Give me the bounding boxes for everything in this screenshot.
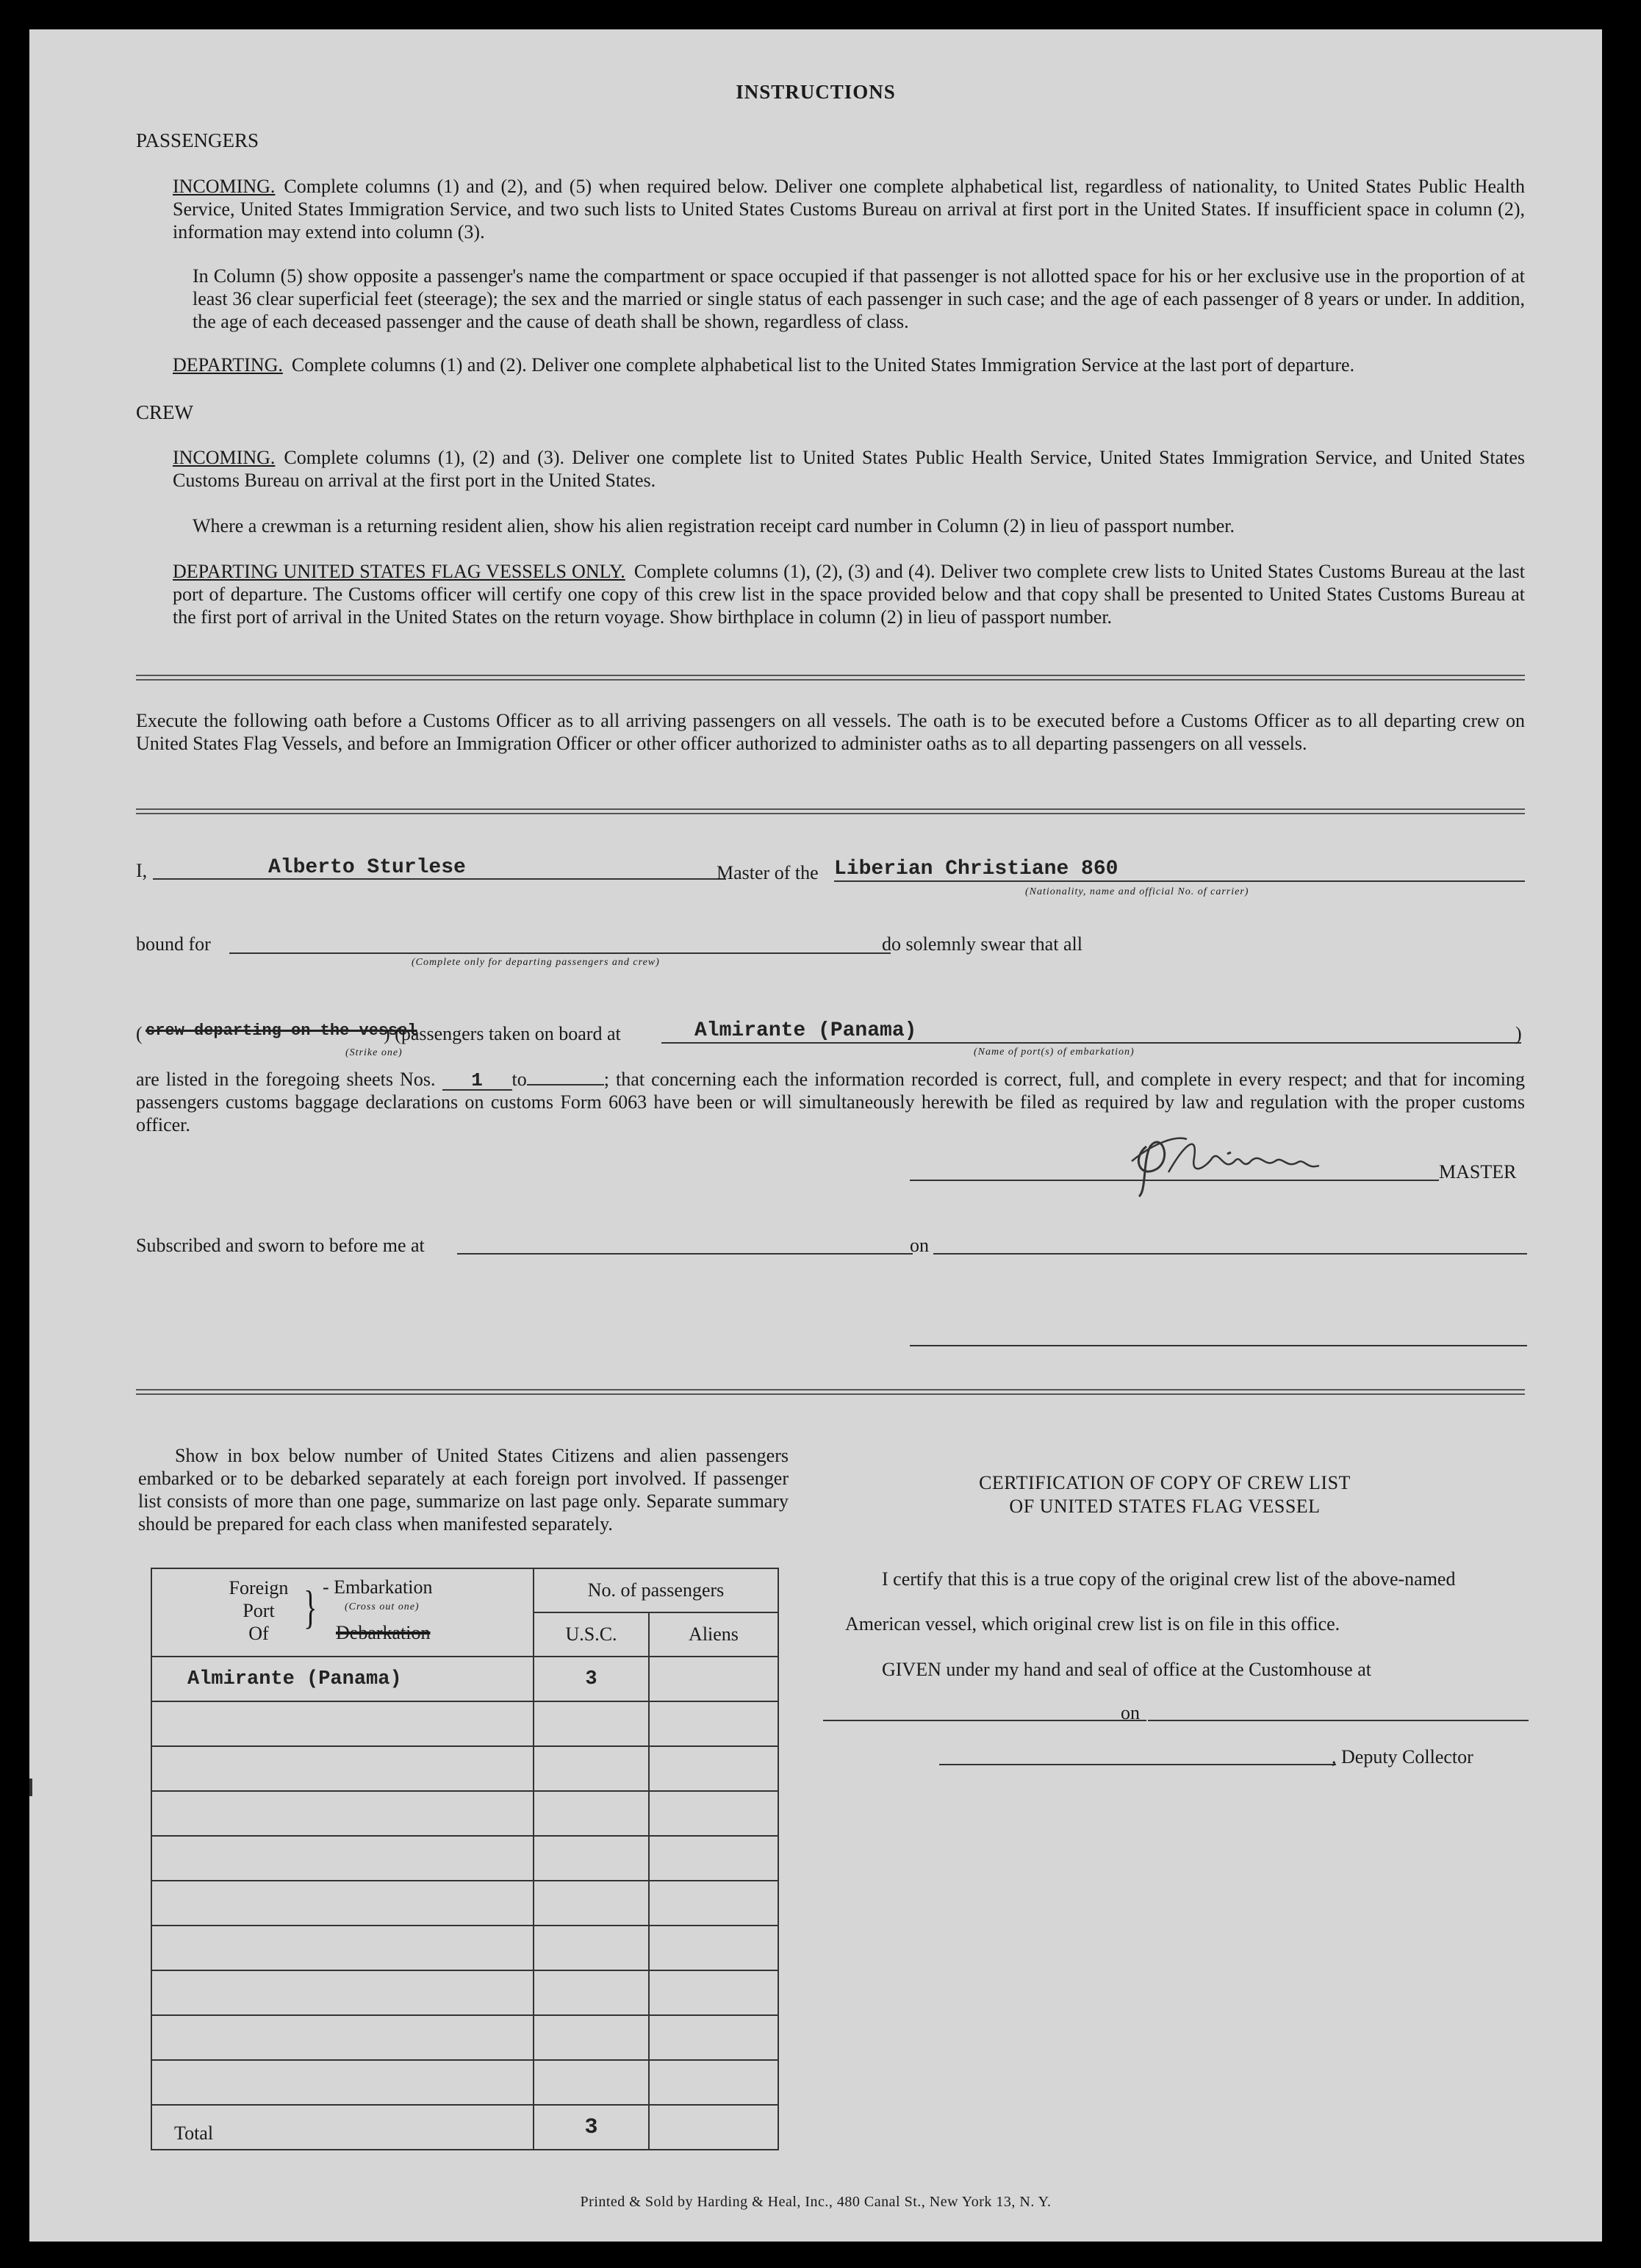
bound-for-caption: (Complete only for departing passengers and crew) [412, 957, 660, 968]
oath-i-label: I, [136, 860, 148, 881]
passengers-departing-paragraph [173, 354, 1525, 376]
summary-aliens-cell [649, 1657, 778, 1701]
summary-aliens-cell [649, 1791, 778, 1836]
crew-departing-paragraph [173, 560, 1525, 628]
summary-row [151, 1881, 778, 1926]
summary-aliens-cell [649, 1746, 778, 1791]
certification-title [860, 1471, 1470, 1518]
summary-row [151, 1836, 778, 1881]
summary-aliens-cell [649, 1701, 778, 1746]
total-row [151, 2105, 778, 2150]
customhouse-line [823, 1720, 1146, 1721]
summary-usc-cell [534, 1746, 649, 1791]
printer-footer: Printed & Sold by Harding & Heal, Inc., 480 Canal St., New York 13, N. Y. [580, 2194, 1052, 2210]
usc-header: U.S.C. [534, 1612, 649, 1657]
officer-signature-line [910, 1345, 1527, 1346]
master-label: MASTER [1439, 1161, 1517, 1183]
certify-text: I certify that this is a true copy of the original crew list of the above-named [882, 1568, 1456, 1590]
passengers-incoming-paragraph [173, 175, 1525, 243]
sheet-from-value: 1 [442, 1072, 512, 1091]
listed-text-a: are listed in the foregoing sheets Nos. [136, 1069, 436, 1090]
passengers-heading: PASSENGERS [136, 129, 259, 151]
oath-intro: Execute the following oath before a Customs Officer as to all arriving passengers on all vessels. The oath is to be executed before a Customs Officer as to all departing crew on United States Flag Vessels, and before an Immigration Officer or other officer authorized to administer oaths as to all departing passengers on all vessels. [136, 710, 1525, 754]
no-of-passengers-header: No. of passengers [534, 1568, 778, 1612]
summary-usc-cell [534, 2060, 649, 2105]
summary-port-cell [151, 1926, 534, 1970]
listed-text-b: ; that concerning each the information recorded is correct, full, and complete in every respect; and that for incoming passengers customs baggage declarations on customs Form 6063 have been or will simultaneously herewith be filed as required by law and regulation with the proper customs officer. [136, 1069, 1525, 1135]
embarkation-label: - Embarkation [323, 1576, 433, 1598]
summary-row [151, 1791, 778, 1836]
certification-title-line2: OF UNITED STATES FLAG VESSEL [1009, 1496, 1321, 1517]
summary-port-cell [151, 1881, 534, 1926]
bound-for-label: bound for [136, 933, 211, 955]
summary-row [151, 1926, 778, 1970]
crew-departing-label: DEPARTING UNITED STATES FLAG VESSELS ONLY. [173, 561, 625, 582]
summary-usc-cell [534, 1836, 649, 1881]
total-label: Total [151, 2105, 534, 2150]
certification-title-line1: CERTIFICATION OF COPY OF CREW LIST [979, 1472, 1351, 1493]
vessel-caption: (Nationality, name and official No. of carrier) [1025, 886, 1249, 897]
passengers-taken-text: ) (passengers taken on board at [384, 1023, 621, 1044]
port-header-cell [151, 1568, 534, 1657]
summary-row [151, 2060, 778, 2105]
summary-aliens-cell [649, 1881, 778, 1926]
summary-row [151, 1701, 778, 1746]
subscribed-place-line [457, 1253, 913, 1255]
summary-port-cell: Almirante (Panama) [151, 1657, 534, 1701]
divider [136, 808, 1525, 814]
subscribed-label: Subscribed and sworn to before me at [136, 1235, 425, 1256]
port-label: Port [243, 1600, 275, 1621]
master-of-label: Master of the [717, 862, 819, 883]
deputy-collector-line [939, 1764, 1336, 1765]
summary-port-cell [151, 1970, 534, 2015]
port-line [661, 1042, 1521, 1044]
summary-port-cell [151, 2015, 534, 2060]
subscribed-date-line [933, 1253, 1527, 1255]
vessel-value: Liberian Christiane 860 [834, 858, 1118, 880]
summary-row [151, 1657, 778, 1701]
vessel-line [834, 880, 1525, 882]
american-vessel-text: American vessel, which original crew list is on file in this office. [845, 1613, 1340, 1634]
summary-port-cell [151, 1701, 534, 1746]
foreign-label: Foreign [229, 1577, 289, 1598]
summary-usc-cell [534, 2015, 649, 2060]
crew-incoming-text: Complete columns (1), (2) and (3). Deliver one complete list to United States Public Health Service, United States Immigration Service, and United States Customs Bureau on arrival at the first port in the United States. [173, 447, 1525, 491]
summary-aliens-cell [649, 2060, 778, 2105]
subscribed-on-label: on [910, 1235, 929, 1256]
port-caption: (Name of port(s) of embarkation) [974, 1047, 1135, 1058]
crew-heading: CREW [136, 401, 193, 423]
summary-usc-cell [534, 1926, 649, 1970]
crew-departing-text: Complete columns (1), (2), (3) and (4). Deliver two complete crew lists to United States Customs Bureau at the last port of departure. The Customs officer will certify one copy of this crew list in the space provided below and that copy shall be presented to United States Customs Bureau at the first port of arrival in the United States on the return voyage. Show birthplace in column (2) in lieu of passport number. [173, 561, 1525, 628]
form-page [29, 29, 1602, 2242]
summary-usc-cell [534, 1970, 649, 2015]
summary-usc-cell: 3 [534, 1657, 649, 1701]
summary-usc-cell [534, 1881, 649, 1926]
summary-aliens-cell [649, 2015, 778, 2060]
passengers-column5-paragraph: In Column (5) show opposite a passenger's name the compartment or space occupied if that passenger is not allotted space for his or her exclusive use in the proportion of at least 36 clear superficial feet (steerage); the sex and the married or single status of each passenger in such case; and the age of each passenger of 8 years or under. In addition, the age of each deceased passenger and the cause of death shall be shown, regardless of class. [193, 265, 1525, 332]
summary-port-cell [151, 1836, 534, 1881]
to-label: to [511, 1069, 527, 1090]
total-usc: 3 [534, 2105, 649, 2150]
crew-incoming-paragraph [173, 446, 1525, 492]
foreign-port-of [226, 1576, 292, 1645]
swear-text: do solemnly swear that all [882, 933, 1082, 955]
open-paren: ( [136, 1023, 143, 1044]
summary-rows [151, 1657, 778, 2105]
debarkation-label: Debarkation [336, 1622, 431, 1643]
master-signature [1117, 1117, 1396, 1198]
of-label: Of [248, 1623, 269, 1644]
summary-aliens-cell [649, 1926, 778, 1970]
master-name-value: Alberto Sturlese [268, 856, 466, 879]
total-aliens [649, 2105, 778, 2150]
cross-out-caption: (Cross out one) [345, 1601, 420, 1612]
certification-date-line [1148, 1720, 1529, 1721]
embarkation-port-value: Almirante (Panama) [694, 1019, 917, 1042]
passengers-departing-label: DEPARTING. [173, 354, 283, 376]
summary-aliens-cell [649, 1836, 778, 1881]
summary-instructions: Show in box below number of United States Citizens and alien passengers embarked or to be debarked separately at each foreign port involved. If passenger list consists of more than one page, summarize on last page only. Separate summary should be prepared for each class when manifested separately. [138, 1445, 789, 1535]
summary-row [151, 1970, 778, 2015]
summary-port-cell [151, 1746, 534, 1791]
brace-glyph: } [304, 1581, 317, 1633]
crew-resident-paragraph: Where a crewman is a returning resident alien, show his alien registration receipt card number in Column (2) in lieu of passport number. [193, 515, 1235, 537]
divider [136, 1389, 1525, 1395]
deputy-collector-label: , Deputy Collector [1332, 1746, 1473, 1768]
struck-option: crew departing on the vessel [146, 1022, 417, 1040]
summary-row [151, 2015, 778, 2060]
summary-row [151, 1746, 778, 1791]
crew-incoming-label: INCOMING. [173, 447, 276, 468]
aliens-header: Aliens [649, 1612, 778, 1657]
passengers-incoming-text: Complete columns (1) and (2), and (5) when required below. Deliver one complete alphabetical list, regardless of nationality, to United States Public Health Service, United States Immigration Service, and two such lists to United States Customs Bureau on arrival at first port in the United States. If insufficient space in column (2), information may extend into column (3). [173, 176, 1525, 243]
given-text: GIVEN under my hand and seal of office at the Customhouse at [882, 1659, 1371, 1680]
divider [136, 675, 1525, 681]
summary-usc-cell [534, 1701, 649, 1746]
summary-port-cell [151, 2060, 534, 2105]
edge-mark [29, 1779, 32, 1796]
sheet-to-line [527, 1068, 604, 1085]
passengers-departing-text: Complete columns (1) and (2). Deliver one complete alphabetical list to the United States Immigration Service at the last port of departure. [291, 354, 1355, 376]
summary-port-cell [151, 1791, 534, 1836]
passenger-summary-table [151, 1568, 779, 2150]
summary-usc-cell [534, 1791, 649, 1836]
bound-for-line [229, 952, 891, 954]
page-title: INSTRUCTIONS [736, 81, 896, 103]
passengers-incoming-label: INCOMING. [173, 176, 276, 197]
close-paren: ) [1515, 1023, 1522, 1044]
strike-caption: (Strike one) [345, 1047, 403, 1058]
certification-on-label: on [1121, 1702, 1140, 1723]
summary-aliens-cell [649, 1970, 778, 2015]
